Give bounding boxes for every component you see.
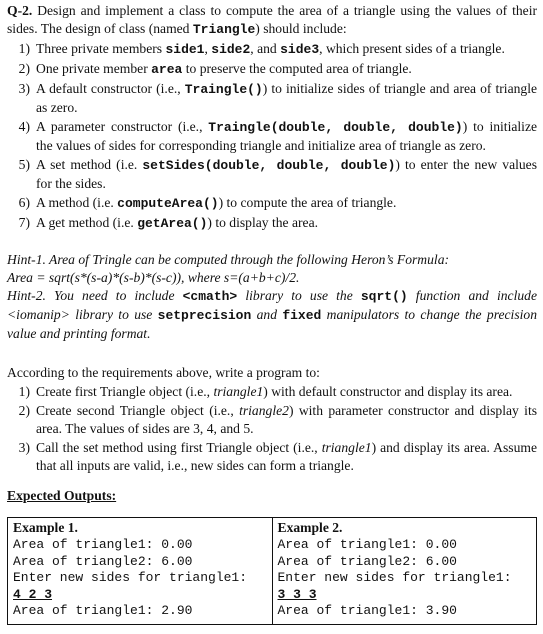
output-line: Enter new sides for triangle1: — [13, 570, 248, 585]
question-header — [7, 2, 537, 39]
requirements-intro: According to the requirements above, write a program to: — [7, 365, 320, 380]
text-run: One private member — [36, 61, 152, 76]
text-run: Create second Triangle object (i.e., — [36, 403, 240, 418]
list-text — [36, 194, 537, 213]
text-run: , and — [250, 41, 281, 56]
text-run: to preserve the computed area of triangle. — [182, 61, 412, 76]
list-text — [36, 402, 537, 438]
text-run: ) to enter the new values for the sides. — [36, 157, 537, 191]
output-line: Area of triangle2: 6.00 — [277, 553, 457, 569]
italic-term: triangle2 — [239, 403, 289, 418]
inline-code: area — [151, 62, 183, 77]
text-run: manipulators to change the precision value and printing format. — [7, 307, 537, 341]
text-run: function and include <iomanip> library to use — [7, 288, 537, 322]
text-run: A get method (i.e. — [36, 215, 138, 230]
question-number: Q-2. — [7, 3, 33, 18]
example-title: Example 1. — [13, 520, 78, 535]
inline-code: side1 — [165, 42, 205, 57]
list-text — [36, 439, 537, 475]
hint-line — [7, 287, 537, 343]
output-line: Area of triangle1: 3.90 — [277, 603, 457, 618]
list-number: 3) — [18, 81, 30, 96]
list-text — [36, 60, 537, 79]
class-name-code: Triangle — [192, 22, 256, 37]
text-run: Hint-1. Area of Tringle can be computed through the following Heron’s Formula: — [7, 252, 450, 267]
text-run: Create first Triangle object (i.e., — [36, 384, 214, 399]
inline-code: setSides(double, double, double) — [142, 158, 396, 173]
text-run: ) with default constructor and display its area. — [263, 384, 513, 399]
text-run: ) to display the area. — [207, 215, 319, 230]
list-text — [36, 214, 537, 233]
example-title: Example 2. — [277, 520, 343, 535]
list-number: 2) — [18, 61, 30, 76]
list-number: 1) — [18, 41, 30, 56]
text-run: library to use the — [237, 288, 361, 303]
list-text — [36, 80, 537, 117]
text-run: Three private members — [36, 41, 166, 56]
requirement-item — [7, 439, 537, 475]
example-cell-1 — [8, 518, 273, 625]
list-text — [36, 40, 537, 59]
list-number: 3) — [18, 440, 30, 455]
text-run: ) with parameter constructor and display its area. The values of sides are 3, 4, and 5. — [36, 403, 538, 436]
text-run: ) to compute the area of triangle. — [218, 195, 397, 210]
design-requirements-list — [7, 40, 537, 233]
examples-row — [8, 518, 537, 625]
hint-line — [7, 251, 537, 269]
inline-code: Traingle(double, double, double) — [208, 120, 463, 135]
question-intro-end: ) should include: — [255, 21, 347, 36]
output-line: Area of triangle1: 2.90 — [13, 603, 193, 618]
hints-section — [7, 251, 537, 343]
text-run: and — [251, 307, 283, 322]
list-number: 5) — [18, 157, 30, 172]
design-item — [7, 194, 537, 213]
user-input-line: 3 3 3 — [277, 586, 317, 602]
inline-code: sqrt() — [360, 289, 408, 304]
output-line: Enter new sides for triangle1: — [277, 570, 512, 585]
inline-code: fixed — [282, 308, 322, 323]
list-number: 2) — [18, 403, 30, 418]
requirement-item — [7, 402, 537, 438]
list-number: 1) — [18, 384, 30, 399]
inline-code: getArea() — [137, 216, 208, 231]
design-item — [7, 60, 537, 79]
inline-code: <cmath> — [182, 289, 238, 304]
text-run: A set method (i.e. — [36, 157, 143, 172]
italic-term: triangle1 — [321, 440, 372, 455]
list-text — [36, 118, 537, 155]
design-item — [7, 40, 537, 59]
list-number: 6) — [18, 195, 30, 210]
expected-outputs-table — [7, 517, 537, 625]
requirement-item — [7, 383, 537, 401]
text-run: ) to initialize sides of triangle and area of triangle as zero. — [36, 81, 538, 115]
inline-code: side3 — [280, 42, 320, 57]
output-line: Area of triangle1: 0.00 — [13, 537, 193, 552]
text-run: Area = sqrt(s*(s-a)*(s-b)*(s-c)), where s=(a+b+c)/2. — [7, 270, 300, 285]
design-item — [7, 118, 537, 155]
program-requirements-list — [7, 383, 537, 475]
text-run: , which present sides of a triangle. — [319, 41, 505, 56]
design-item — [7, 80, 537, 117]
hint-line — [7, 269, 537, 287]
text-run: Call the set method using first Triangle object (i.e., — [36, 440, 322, 455]
text-run: Hint-2. You need to include — [7, 288, 183, 303]
text-run: A default constructor (i.e., — [36, 81, 185, 96]
list-text — [36, 383, 537, 401]
text-run: , — [204, 41, 212, 56]
example-cell-2 — [272, 518, 537, 625]
text-run: ) to initialize the values of sides for corresponding triangle and initialize area of triangle as zero. — [36, 119, 538, 153]
inline-code: Traingle() — [184, 82, 263, 97]
text-run: A parameter constructor (i.e., — [36, 119, 209, 134]
text-run: A method (i.e. — [36, 195, 118, 210]
expected-outputs-title: Expected Outputs: — [7, 488, 117, 503]
design-item — [7, 156, 537, 193]
inline-code: setprecision — [157, 308, 252, 323]
list-text — [36, 156, 537, 193]
list-number: 7) — [18, 215, 30, 230]
text-run: ) and display its area. Assume that all inputs are valid, i.e., new sides can form a triangle. — [36, 440, 537, 473]
list-number: 4) — [18, 119, 30, 134]
output-line: Area of triangle1: 0.00 — [277, 537, 457, 552]
user-input-line: 4 2 3 — [13, 586, 53, 602]
design-item — [7, 214, 537, 233]
program-requirements — [7, 364, 537, 475]
output-line: Area of triangle2: 6.00 — [13, 553, 193, 569]
italic-term: triangle1 — [213, 384, 264, 399]
inline-code: side2 — [211, 42, 251, 57]
inline-code: computeArea() — [117, 196, 219, 211]
question-intro: Design and implement a class to compute the area of a triangle using the values of their sides. The design of class (named — [7, 3, 537, 36]
